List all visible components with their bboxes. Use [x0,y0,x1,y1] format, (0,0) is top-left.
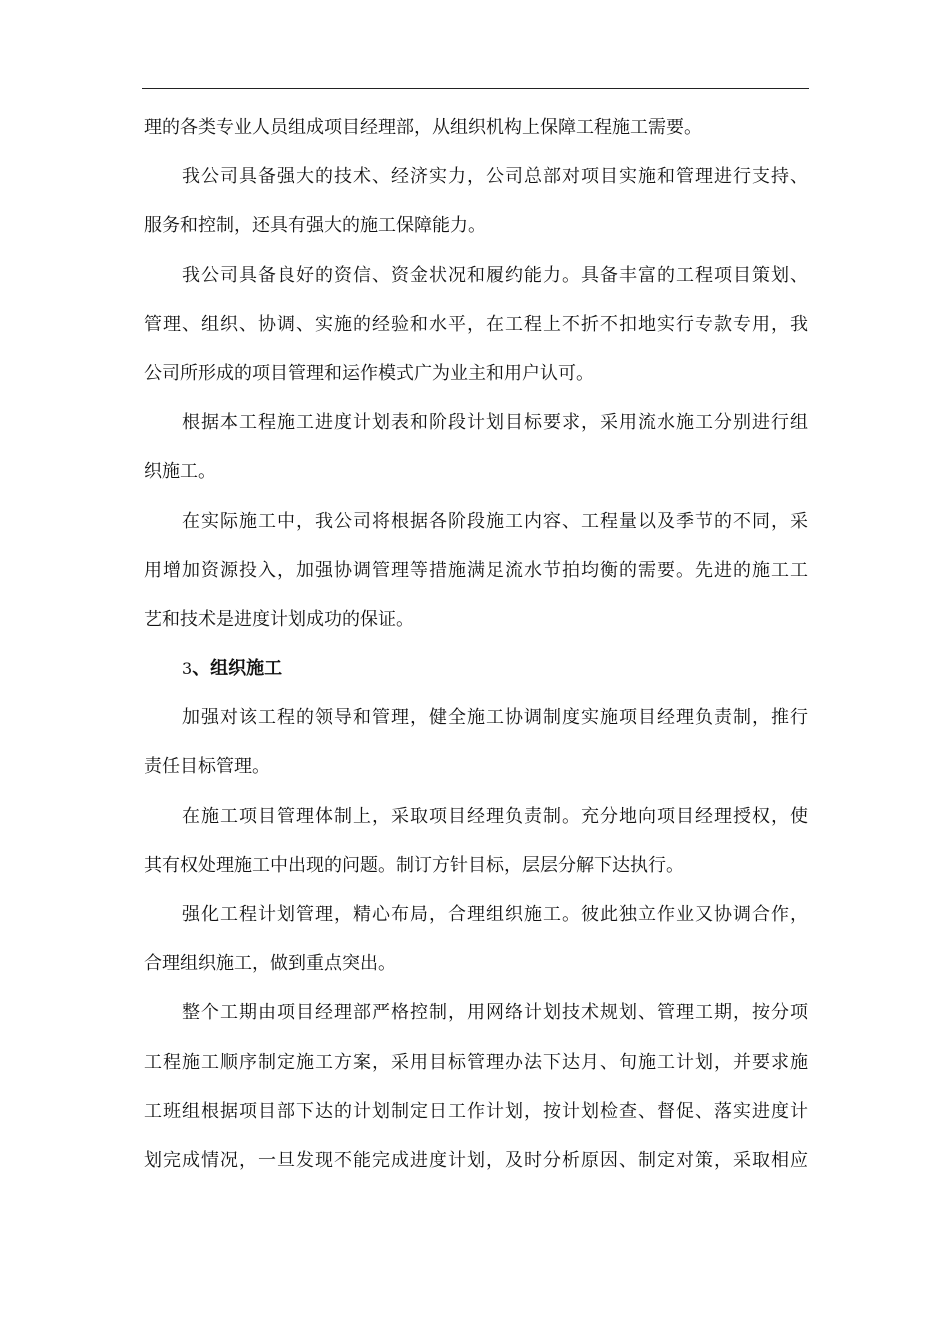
paragraph-line: 合理组织施工，做到重点突出。 [144,953,396,975]
paragraph-line: 强化工程计划管理，精心布局，合理组织施工。彼此独立作业又协调合作， [182,904,808,925]
paragraph-line: 工程施工顺序制定施工方案，采用目标管理办法下达月、旬施工计划，并要求施 [144,1051,808,1073]
paragraph-line: 公司所形成的项目管理和运作模式广为业主和用户认可。 [144,362,594,384]
paragraph-line: 在施工项目管理体制上，采取项目经理负责制。充分地向项目经理授权，使 [182,805,808,827]
header-rule [142,88,809,89]
paragraph-line: 其有权处理施工中出现的问题。制订方针目标，层层分解下达执行。 [144,854,684,876]
paragraph-line: 根据本工程施工进度计划表和阶段计划目标要求，采用流水施工分别进行组 [182,412,808,434]
paragraph-line: 服务和控制，还具有强大的施工保障能力。 [144,215,486,237]
paragraph-line: 工班组根据项目部下达的计划制定日工作计划，按计划检查、督促、落实进度计 [144,1100,808,1122]
paragraph-line: 责任目标管理。 [144,756,270,778]
paragraph-line: 整个工期由项目经理部严格控制，用网络计划技术规划、管理工期，按分项 [182,1002,808,1024]
paragraph-line: 在实际施工中，我公司将根据各阶段施工内容、工程量以及季节的不同，采 [182,510,808,532]
paragraph-line: 我公司具备强大的技术、经济实力，公司总部对项目实施和管理进行支持、 [182,166,808,188]
paragraph-line: 织施工。 [144,461,216,483]
document-body [144,103,808,1185]
paragraph-line: 划完成情况，一旦发现不能完成进度计划，及时分析原因、制定对策，采取相应 [144,1149,808,1171]
section-heading [144,644,808,693]
paragraph-line: 管理、组织、协调、实施的经验和水平，在工程上不折不扣地实行专款专用，我 [144,313,808,335]
paragraph-line: 艺和技术是进度计划成功的保证。 [144,608,414,630]
paragraph-line: 用增加资源投入，加强协调管理等措施满足流水节拍均衡的需要。先进的施工工 [144,559,808,581]
paragraph-line: 加强对该工程的领导和管理，健全施工协调制度实施项目经理负责制，推行 [182,707,808,729]
section-title: 、组织施工 [192,658,283,680]
paragraph-line: 理的各类专业人员组成项目经理部，从组织机构上保障工程施工需要。 [144,117,702,138]
section-number: 3 [182,659,193,679]
paragraph-line: 我公司具备良好的资信、资金状况和履约能力。具备丰富的工程项目策划、 [182,264,808,286]
